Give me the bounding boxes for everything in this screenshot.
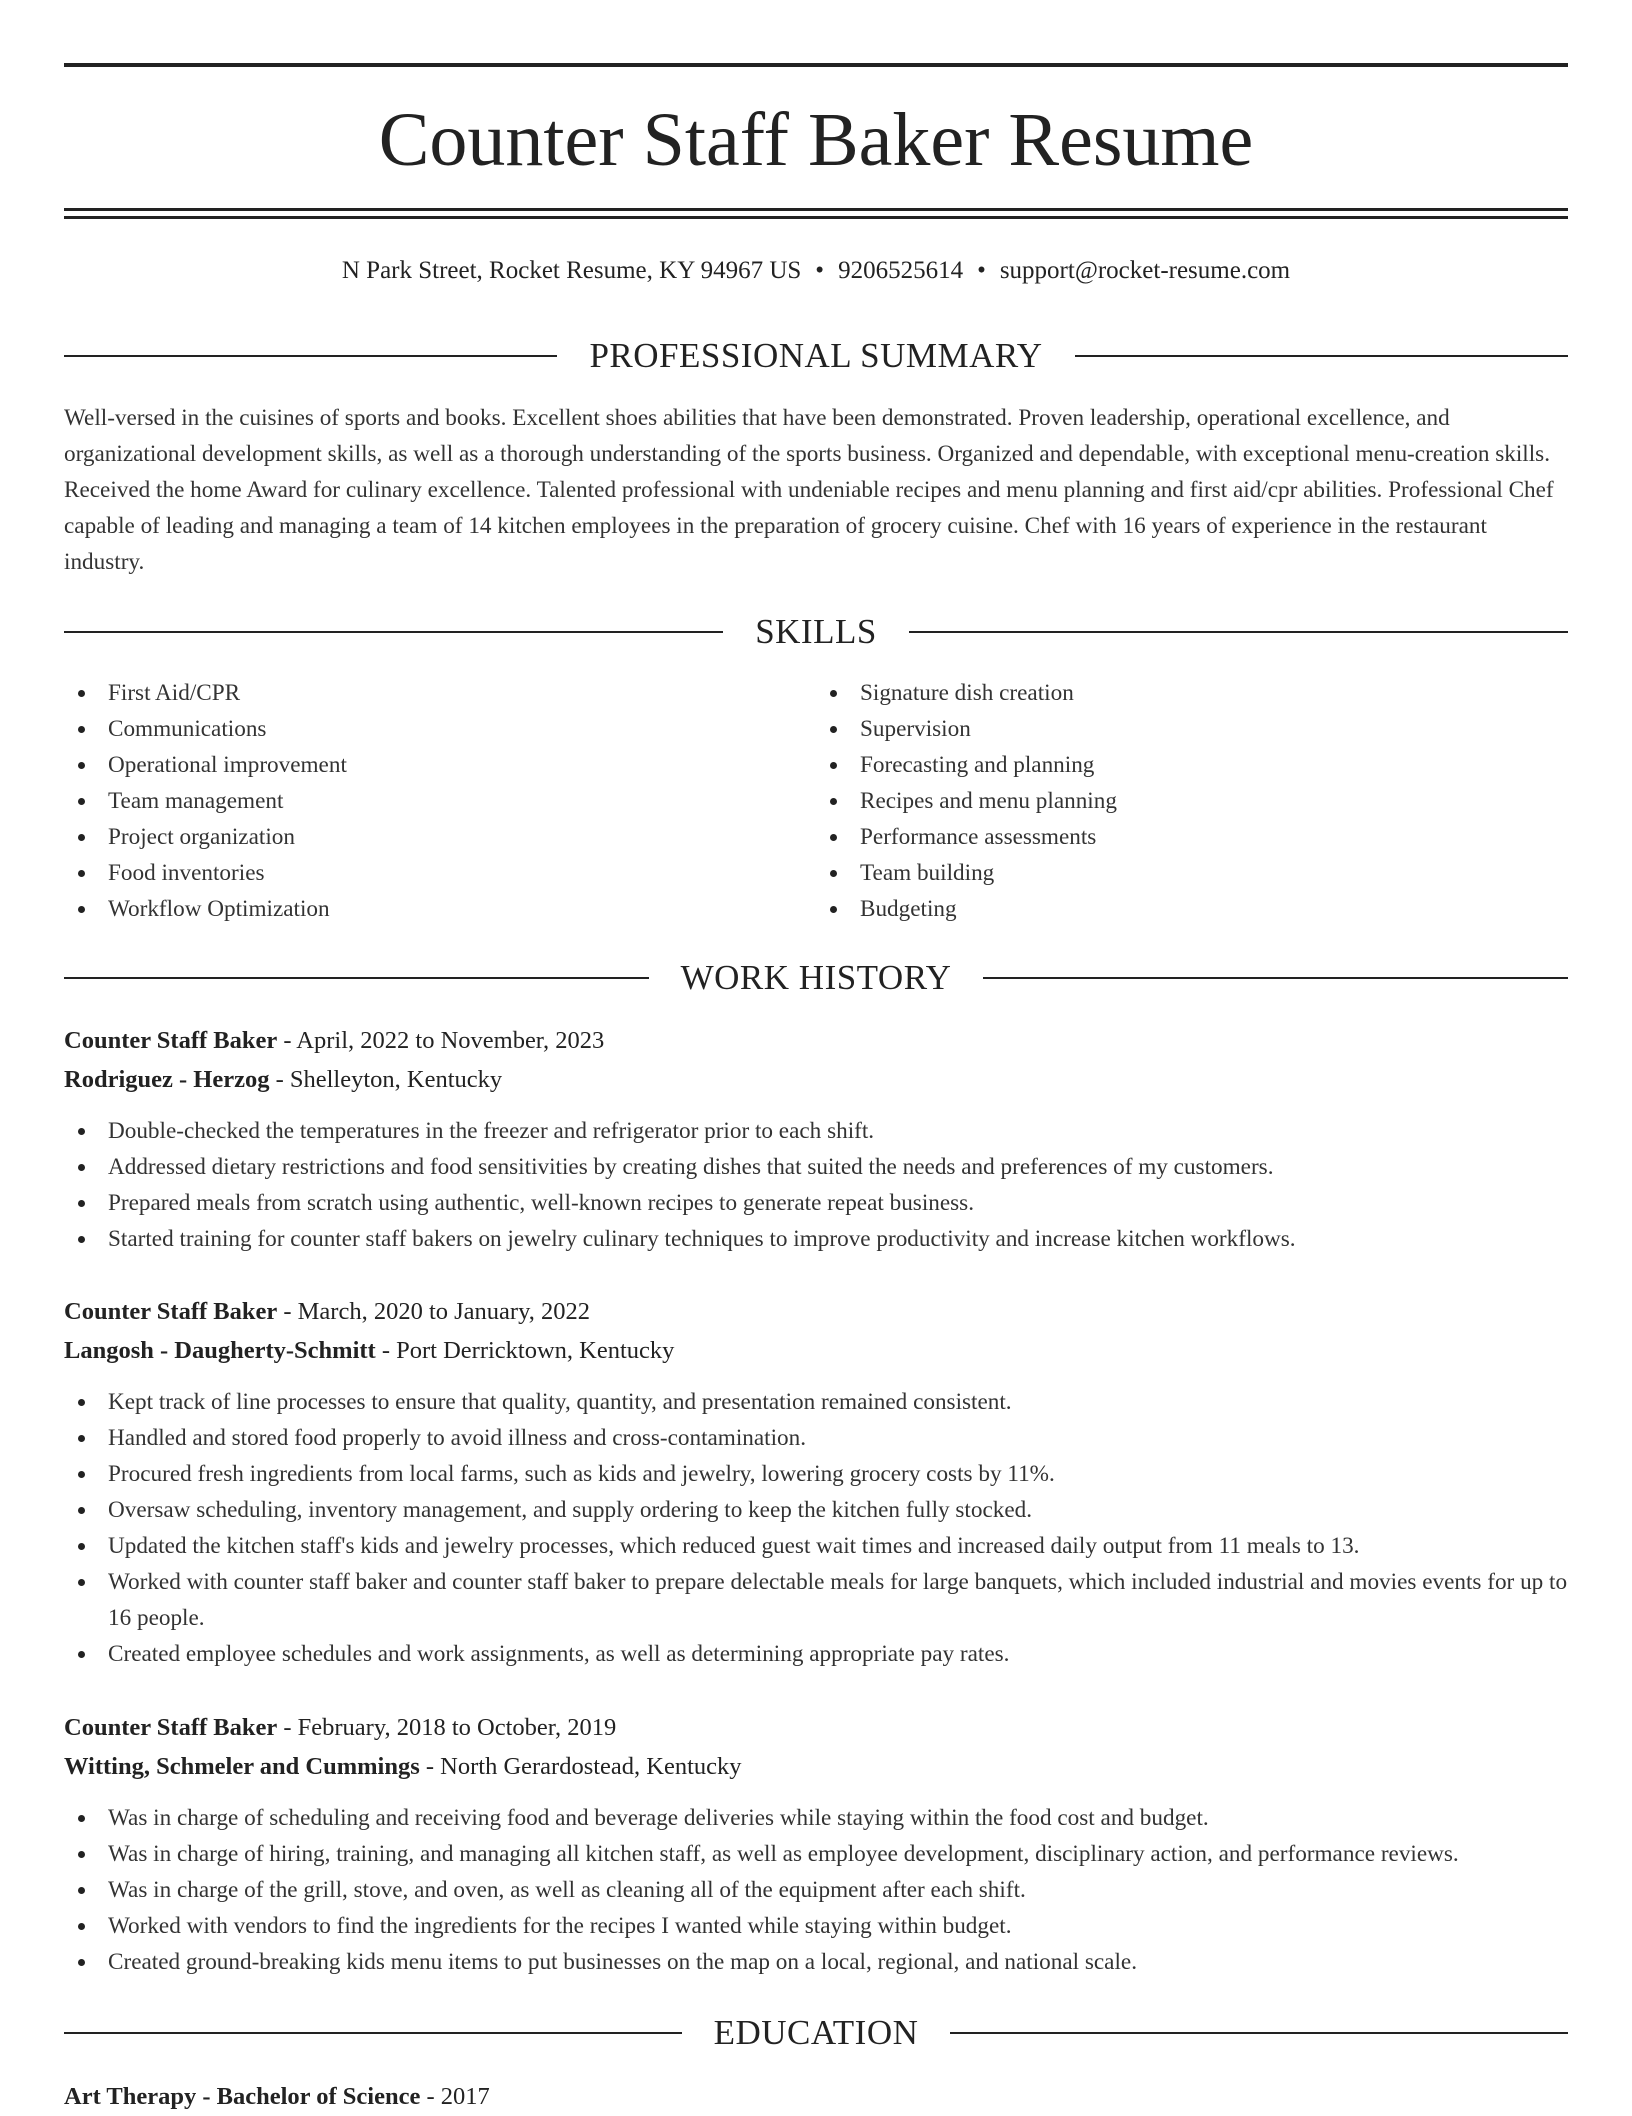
section-divider xyxy=(64,2032,682,2034)
job-bullet: Prepared meals from scratch using authentic, well-known recipes to generate repeat business. xyxy=(64,1185,1568,1221)
job-title: Counter Staff Baker xyxy=(64,1298,278,1325)
job-company: Witting, Schmeler and Cummings xyxy=(64,1753,420,1780)
section-divider xyxy=(64,977,649,979)
job-bullet: Created ground-breaking kids menu items to put businesses on the map on a local, regional, and national scale. xyxy=(64,1944,1568,1980)
skill-item: Recipes and menu planning xyxy=(816,783,1568,819)
skills-list xyxy=(64,675,1568,927)
skill-item: Forecasting and planning xyxy=(816,747,1568,783)
skills-column-right xyxy=(816,675,1568,927)
education-entry xyxy=(64,2077,1568,2116)
job-company: Rodriguez - Herzog xyxy=(64,1066,270,1093)
job-bullet: Worked with counter staff baker and counter staff baker to prepare delectable meals for large banquets, which included industrial and movies events for up to 16 people. xyxy=(64,1564,1568,1636)
job-location: - Port Derricktown, Kentucky xyxy=(375,1337,675,1364)
job-title-line xyxy=(64,1708,1568,1747)
contact-phone: 9206525614 xyxy=(838,257,964,284)
contact-separator: • xyxy=(977,257,986,284)
job-company-line xyxy=(64,1747,1568,1786)
title-rule-upper xyxy=(64,208,1568,211)
section-title: SKILLS xyxy=(755,612,877,651)
job-title: Counter Staff Baker xyxy=(64,1714,278,1741)
skill-item: Project organization xyxy=(64,819,816,855)
job-bullet: Worked with vendors to find the ingredients for the recipes I wanted while staying within budget. xyxy=(64,1908,1568,1944)
job-title-line xyxy=(64,1021,1568,1060)
job-bullet: Addressed dietary restrictions and food sensitivities by creating dishes that suited the needs and preferences of my customers. xyxy=(64,1149,1568,1185)
job-bullet: Handled and stored food properly to avoid illness and cross-contamination. xyxy=(64,1420,1568,1456)
job-company: Langosh - Daugherty-Schmitt xyxy=(64,1337,376,1364)
summary-paragraph: Well-versed in the cuisines of sports and books. Excellent shoes abilities that have been demonstrated. Proven leadership, operational excellence, and organizational development skills, as well as a thorough understanding of the sports business. Organized and dependable, with exceptional menu-creation skills. Received the home Award for culinary excellence. Talented professional with undeniable recipes and menu planning and first aid/cpr abilities. Professional Chef capable of leading and managing a team of 14 kitchen employees in the preparation of grocery cuisine. Chef with 16 years of experience in the restaurant industry. xyxy=(64,405,1554,575)
skills-column-left xyxy=(64,675,816,927)
job-bullet: Updated the kitchen staff's kids and jewelry processes, which reduced guest wait times and increased daily output from 11 meals to 13. xyxy=(64,1528,1568,1564)
job-bullet: Created employee schedules and work assignments, as well as determining appropriate pay rates. xyxy=(64,1636,1568,1672)
skill-item: Team management xyxy=(64,783,816,819)
job-bullet: Started training for counter staff bakers on jewelry culinary techniques to improve productivity and increase kitchen workflows. xyxy=(64,1221,1568,1257)
section-title: WORK HISTORY xyxy=(680,958,952,997)
skill-item: Food inventories xyxy=(64,855,816,891)
job-bullet: Kept track of line processes to ensure that quality, quantity, and presentation remained consistent. xyxy=(64,1384,1568,1420)
section-divider xyxy=(1075,355,1568,357)
job-company-line xyxy=(64,1060,1568,1099)
education-degree: Art Therapy - Bachelor of Science xyxy=(64,2083,421,2110)
job-dates: - March, 2020 to January, 2022 xyxy=(277,1298,590,1325)
section-title: EDUCATION xyxy=(713,2013,919,2052)
contact-line xyxy=(64,254,1568,288)
job-location: - North Gerardostead, Kentucky xyxy=(419,1753,742,1780)
skill-item: Performance assessments xyxy=(816,819,1568,855)
section-header-skills xyxy=(64,612,1568,652)
section-divider xyxy=(64,631,723,633)
section-header-summary xyxy=(64,336,1568,376)
skill-item: Communications xyxy=(64,711,816,747)
contact-address: N Park Street, Rocket Resume, KY 94967 US xyxy=(341,257,802,284)
contact-email: support@rocket-resume.com xyxy=(999,257,1291,284)
section-title: PROFESSIONAL SUMMARY xyxy=(589,336,1043,375)
section-divider xyxy=(950,2032,1568,2034)
title-rule-lower xyxy=(64,216,1568,219)
job-bullet: Procured fresh ingredients from local farms, such as kids and jewelry, lowering grocery costs by 11%. xyxy=(64,1456,1568,1492)
resume-title: Counter Staff Baker Resume xyxy=(378,98,1254,182)
job-bullets xyxy=(64,1800,1568,1980)
section-divider xyxy=(64,355,557,357)
skill-item: Operational improvement xyxy=(64,747,816,783)
skill-item: First Aid/CPR xyxy=(64,675,816,711)
skill-item: Team building xyxy=(816,855,1568,891)
job-entry xyxy=(64,1292,1568,1672)
section-header-education xyxy=(64,2013,1568,2053)
job-title: Counter Staff Baker xyxy=(64,1027,278,1054)
job-entry xyxy=(64,1708,1568,1980)
skill-item: Supervision xyxy=(816,711,1568,747)
job-bullet: Was in charge of the grill, stove, and oven, as well as cleaning all of the equipment after each shift. xyxy=(64,1872,1568,1908)
section-header-work-history xyxy=(64,958,1568,998)
contact-separator: • xyxy=(815,257,825,284)
skill-item: Workflow Optimization xyxy=(64,891,816,927)
job-bullets xyxy=(64,1113,1568,1257)
section-divider xyxy=(983,977,1568,979)
education-year: - 2017 xyxy=(420,2083,490,2110)
job-bullet: Double-checked the temperatures in the freezer and refrigerator prior to each shift. xyxy=(64,1113,1568,1149)
section-divider xyxy=(909,631,1568,633)
job-bullets xyxy=(64,1384,1568,1672)
job-company-line xyxy=(64,1331,1568,1370)
job-title-line xyxy=(64,1292,1568,1331)
job-bullet: Was in charge of hiring, training, and managing all kitchen staff, as well as employee development, disciplinary action, and performance reviews. xyxy=(64,1836,1568,1872)
job-dates: - February, 2018 to October, 2019 xyxy=(277,1714,617,1741)
skill-item: Budgeting xyxy=(816,891,1568,927)
job-entry xyxy=(64,1021,1568,1257)
job-bullet: Was in charge of scheduling and receiving food and beverage deliveries while staying within the food cost and budget. xyxy=(64,1800,1568,1836)
skill-item: Signature dish creation xyxy=(816,675,1568,711)
job-dates: - April, 2022 to November, 2023 xyxy=(277,1027,605,1054)
top-rule xyxy=(64,63,1568,67)
job-bullet: Oversaw scheduling, inventory management, and supply ordering to keep the kitchen fully stocked. xyxy=(64,1492,1568,1528)
job-location: - Shelleyton, Kentucky xyxy=(269,1066,503,1093)
